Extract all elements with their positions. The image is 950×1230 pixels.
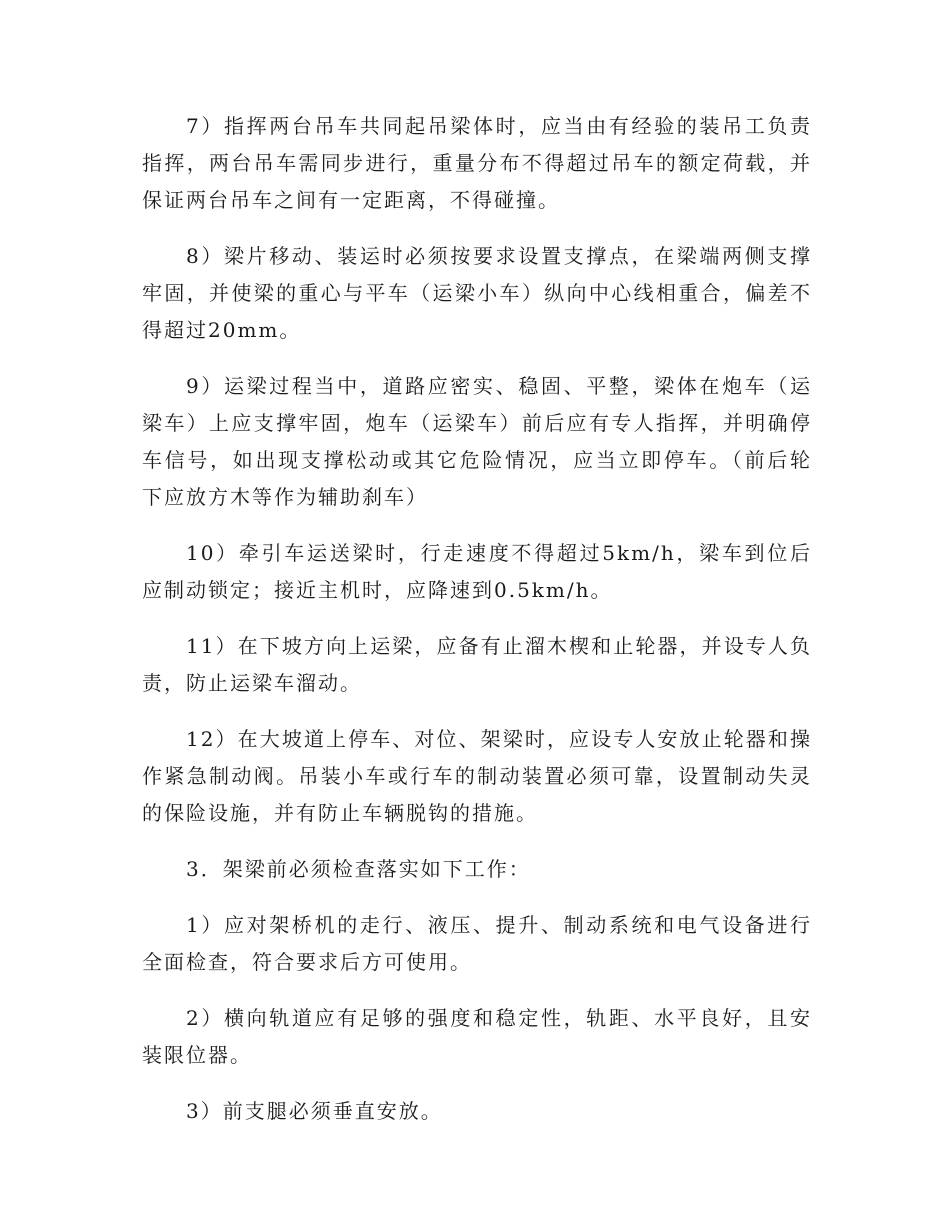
section-heading-3: 3．架梁前必须检查落实如下工作： xyxy=(186,857,531,881)
paragraph-item-3-3: 3）前支腿必须垂直安放。 xyxy=(186,1099,443,1123)
paragraph-item-11: 11）在下坡方向上运梁，应备有止溜木楔和止轮器，并设专人负责，防止运梁车溜动。 xyxy=(142,634,812,695)
paragraph-item-12: 12）在大坡道上停车、对位、架梁时，应设专人安放止轮器和操作紧急制动阀。吊装小车或行车的制动装置必须可靠，设置制动失灵的保险设施，并有防止车辆脱钩的措施。 xyxy=(142,727,812,825)
paragraph-item-7: 7）指挥两台吊车共同起吊梁体时，应当由有经验的装吊工负责指挥，两台吊车需同步进行，重量分布不得超过吊车的额定荷载，并保证两台吊车之间有一定距离，不得碰撞。 xyxy=(142,114,812,212)
paragraph-item-9: 9）运梁过程当中，道路应密实、稳固、平整，梁体在炮车（运梁车）上应支撑牢固，炮车（运梁车）前后应有专人指挥，并明确停车信号，如出现支撑松动或其它危险情况，应当立即停车。（前后轮下应放方木等作为辅助刹车） xyxy=(142,374,812,509)
paragraph-item-3-1: 1）应对架桥机的走行、液压、提升、制动系统和电气设备进行全面检查，符合要求后方可使用。 xyxy=(142,913,812,974)
document-body xyxy=(142,108,812,1149)
paragraph-item-3-2: 2）横向轨道应有足够的强度和稳定性，轨距、水平良好，且安装限位器。 xyxy=(142,1006,812,1067)
paragraph-item-8: 8）梁片移动、装运时必须按要求设置支撑点，在梁端两侧支撑牢固，并使梁的重心与平车（运梁小车）纵向中心线相重合，偏差不得超过20mm。 xyxy=(142,244,812,342)
paragraph-item-10: 10）牵引车运送梁时，行走速度不得超过5km/h，梁车到位后应制动锁定；接近主机时，应降速到0.5km/h。 xyxy=(142,541,812,602)
